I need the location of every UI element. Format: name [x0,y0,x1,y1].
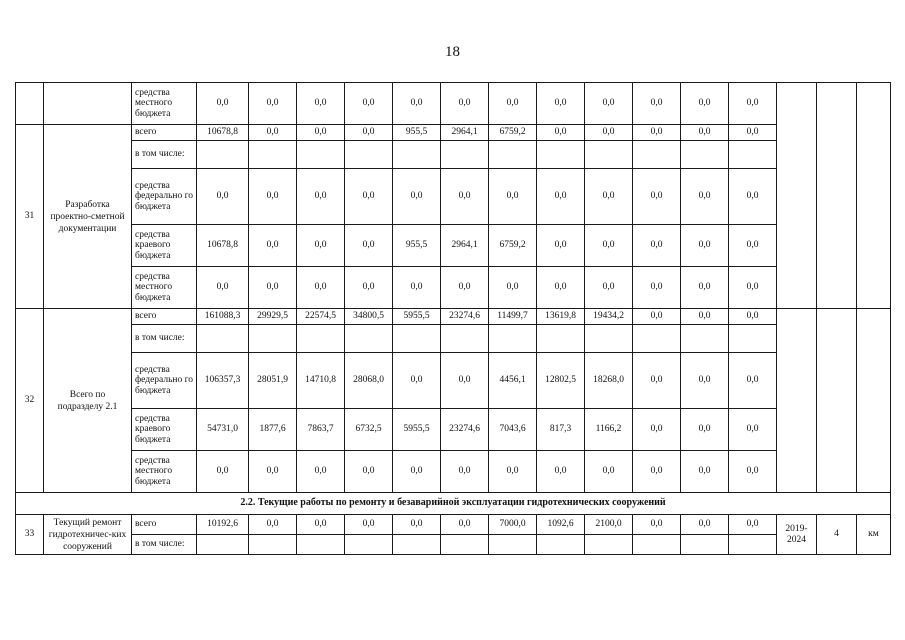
value-cell: 28051,9 [249,353,297,409]
source-label: средства местного бюджета [132,267,197,309]
value-cell: 7000,0 [489,515,537,535]
value-cell: 0,0 [393,515,441,535]
value-cell: 54731,0 [197,409,249,451]
value-cell: 0,0 [681,169,729,225]
value-cell: 0,0 [681,515,729,535]
value-cell: 0,0 [681,83,729,125]
name-cell [44,83,132,125]
empty-cell [489,325,537,353]
unit-cell [857,309,891,493]
empty-cell [345,141,393,169]
empty-cell [249,535,297,555]
empty-cell [681,535,729,555]
quantity-cell [817,309,857,493]
empty-cell [249,325,297,353]
source-label: в том числе: [132,325,197,353]
period-cell [777,83,817,309]
value-cell: 23274,6 [441,309,489,325]
value-cell: 0,0 [681,451,729,493]
value-cell: 0,0 [489,451,537,493]
item-32-total-row [16,309,891,325]
value-cell: 0,0 [297,267,345,309]
item-31-local-row [16,267,891,309]
empty-cell [489,535,537,555]
value-cell: 0,0 [537,125,585,141]
value-cell: 0,0 [729,169,777,225]
value-cell: 0,0 [537,451,585,493]
value-cell: 955,5 [393,225,441,267]
value-cell: 0,0 [537,225,585,267]
value-cell: 19434,2 [585,309,633,325]
period-cell: 2019-2024 [777,515,817,555]
value-cell: 0,0 [729,125,777,141]
value-cell: 0,0 [633,353,681,409]
value-cell: 0,0 [345,83,393,125]
empty-cell [633,535,681,555]
value-cell: 0,0 [585,267,633,309]
empty-cell [297,141,345,169]
source-label: средства местного бюджета [132,451,197,493]
value-cell: 6732,5 [345,409,393,451]
item-33-including-row [16,535,891,555]
value-cell: 0,0 [441,169,489,225]
item-name: Всего по подразделу 2.1 [44,309,132,493]
empty-cell [537,325,585,353]
value-cell: 34800,5 [345,309,393,325]
empty-cell [729,535,777,555]
value-cell: 1877,6 [249,409,297,451]
value-cell: 0,0 [585,125,633,141]
value-cell: 29929,5 [249,309,297,325]
value-cell: 0,0 [297,169,345,225]
budget-table [15,82,891,555]
source-label: в том числе: [132,141,197,169]
item-32-including-row [16,325,891,353]
item-number: 33 [16,515,44,555]
quantity-cell [817,83,857,309]
empty-cell [197,325,249,353]
empty-cell [393,141,441,169]
item-31-including-row [16,141,891,169]
empty-cell [249,141,297,169]
value-cell: 0,0 [197,267,249,309]
value-cell: 7863,7 [297,409,345,451]
value-cell: 0,0 [489,169,537,225]
value-cell: 0,0 [345,225,393,267]
value-cell: 0,0 [681,309,729,325]
value-cell: 1166,2 [585,409,633,451]
value-cell: 11499,7 [489,309,537,325]
value-cell: 12802,5 [537,353,585,409]
value-cell: 0,0 [729,515,777,535]
value-cell: 0,0 [681,267,729,309]
empty-cell [585,325,633,353]
item-31-federal-row [16,169,891,225]
value-cell: 0,0 [345,125,393,141]
value-cell: 0,0 [681,225,729,267]
empty-cell [633,325,681,353]
source-label: всего [132,309,197,325]
value-cell: 0,0 [345,515,393,535]
value-cell: 0,0 [585,83,633,125]
value-cell: 0,0 [633,83,681,125]
value-cell: 0,0 [345,267,393,309]
value-cell: 0,0 [393,353,441,409]
value-cell: 0,0 [729,451,777,493]
empty-cell [197,141,249,169]
value-cell: 0,0 [197,169,249,225]
value-cell: 0,0 [441,267,489,309]
value-cell: 0,0 [297,451,345,493]
value-cell: 0,0 [633,515,681,535]
value-cell: 0,0 [441,353,489,409]
item-32-local-row [16,451,891,493]
source-label: средства местного бюджета [132,83,197,125]
source-label: средства федерально го бюджета [132,353,197,409]
value-cell: 106357,3 [197,353,249,409]
value-cell: 0,0 [729,409,777,451]
value-cell: 2100,0 [585,515,633,535]
value-cell: 0,0 [345,169,393,225]
empty-cell [297,325,345,353]
value-cell: 0,0 [249,83,297,125]
source-label: всего [132,125,197,141]
value-cell: 0,0 [297,125,345,141]
source-label: всего [132,515,197,535]
value-cell: 0,0 [393,451,441,493]
value-cell: 10192,6 [197,515,249,535]
value-cell: 10678,8 [197,225,249,267]
value-cell: 22574,5 [297,309,345,325]
section-title: 2.2. Текущие работы по ремонту и безаварийной эксплуатации гидротехнических сооружений [16,493,891,515]
empty-cell [537,141,585,169]
value-cell: 0,0 [249,515,297,535]
source-label: средства федерально го бюджета [132,169,197,225]
item-name: Разработка проектно-сметной документации [44,125,132,309]
empty-cell [729,141,777,169]
value-cell: 955,5 [393,125,441,141]
value-cell: 0,0 [489,83,537,125]
value-cell: 28068,0 [345,353,393,409]
value-cell: 0,0 [249,125,297,141]
value-cell: 0,0 [633,409,681,451]
value-cell: 0,0 [249,169,297,225]
value-cell: 5955,5 [393,309,441,325]
value-cell: 0,0 [681,409,729,451]
value-cell: 0,0 [585,225,633,267]
value-cell: 4456,1 [489,353,537,409]
quantity-cell: 4 [817,515,857,555]
value-cell: 14710,8 [297,353,345,409]
value-cell: 0,0 [729,353,777,409]
value-cell: 2964,1 [441,225,489,267]
value-cell: 817,3 [537,409,585,451]
value-cell: 5955,5 [393,409,441,451]
value-cell: 10678,8 [197,125,249,141]
value-cell: 0,0 [297,515,345,535]
item-number: 31 [16,125,44,309]
empty-cell [345,325,393,353]
value-cell: 0,0 [633,267,681,309]
value-cell: 0,0 [197,83,249,125]
empty-cell [441,535,489,555]
empty-cell [297,535,345,555]
empty-cell [681,325,729,353]
value-cell: 0,0 [345,451,393,493]
value-cell: 0,0 [585,169,633,225]
item-32-regional-row [16,409,891,451]
source-label: средства краевого бюджета [132,225,197,267]
period-cell [777,309,817,493]
value-cell: 0,0 [633,125,681,141]
value-cell: 0,0 [441,83,489,125]
value-cell: 0,0 [297,225,345,267]
empty-cell [681,141,729,169]
empty-cell [585,141,633,169]
value-cell: 0,0 [729,83,777,125]
value-cell: 18268,0 [585,353,633,409]
item-name: Текущий ремонт гидротехничес-ких сооружений [44,515,132,555]
value-cell: 2964,1 [441,125,489,141]
value-cell: 13619,8 [537,309,585,325]
item-32-federal-row [16,353,891,409]
item-33-total-row [16,515,891,535]
value-cell: 0,0 [729,309,777,325]
value-cell: 0,0 [633,225,681,267]
source-label: в том числе: [132,535,197,555]
value-cell: 0,0 [537,83,585,125]
value-cell: 161088,3 [197,309,249,325]
empty-cell [197,535,249,555]
value-cell: 0,0 [633,309,681,325]
empty-cell [345,535,393,555]
value-cell: 0,0 [297,83,345,125]
empty-cell [489,141,537,169]
value-cell: 7043,6 [489,409,537,451]
value-cell: 0,0 [249,267,297,309]
value-cell: 0,0 [681,353,729,409]
value-cell: 1092,6 [537,515,585,535]
empty-cell [729,325,777,353]
unit-cell: км [857,515,891,555]
value-cell: 0,0 [249,451,297,493]
unit-cell [857,83,891,309]
empty-cell [585,535,633,555]
value-cell: 0,0 [249,225,297,267]
value-cell: 0,0 [489,267,537,309]
value-cell: 0,0 [393,267,441,309]
value-cell: 0,0 [681,125,729,141]
item-31-total-row [16,125,891,141]
value-cell: 0,0 [585,451,633,493]
source-label: средства краевого бюджета [132,409,197,451]
value-cell: 6759,2 [489,125,537,141]
page-number: 18 [445,44,460,60]
empty-cell [393,325,441,353]
empty-cell [441,325,489,353]
empty-cell [537,535,585,555]
item-31-regional-row [16,225,891,267]
empty-cell [633,141,681,169]
empty-cell [393,535,441,555]
value-cell: 23274,6 [441,409,489,451]
value-cell: 0,0 [633,451,681,493]
value-cell: 0,0 [537,267,585,309]
num-cell [16,83,44,125]
value-cell: 0,0 [393,83,441,125]
value-cell: 0,0 [393,169,441,225]
value-cell: 6759,2 [489,225,537,267]
value-cell: 0,0 [729,225,777,267]
value-cell: 0,0 [537,169,585,225]
value-cell: 0,0 [441,515,489,535]
section-row [16,493,891,515]
continuation-row [16,83,891,125]
empty-cell [441,141,489,169]
value-cell: 0,0 [633,169,681,225]
item-number: 32 [16,309,44,493]
value-cell: 0,0 [197,451,249,493]
value-cell: 0,0 [729,267,777,309]
value-cell: 0,0 [441,451,489,493]
